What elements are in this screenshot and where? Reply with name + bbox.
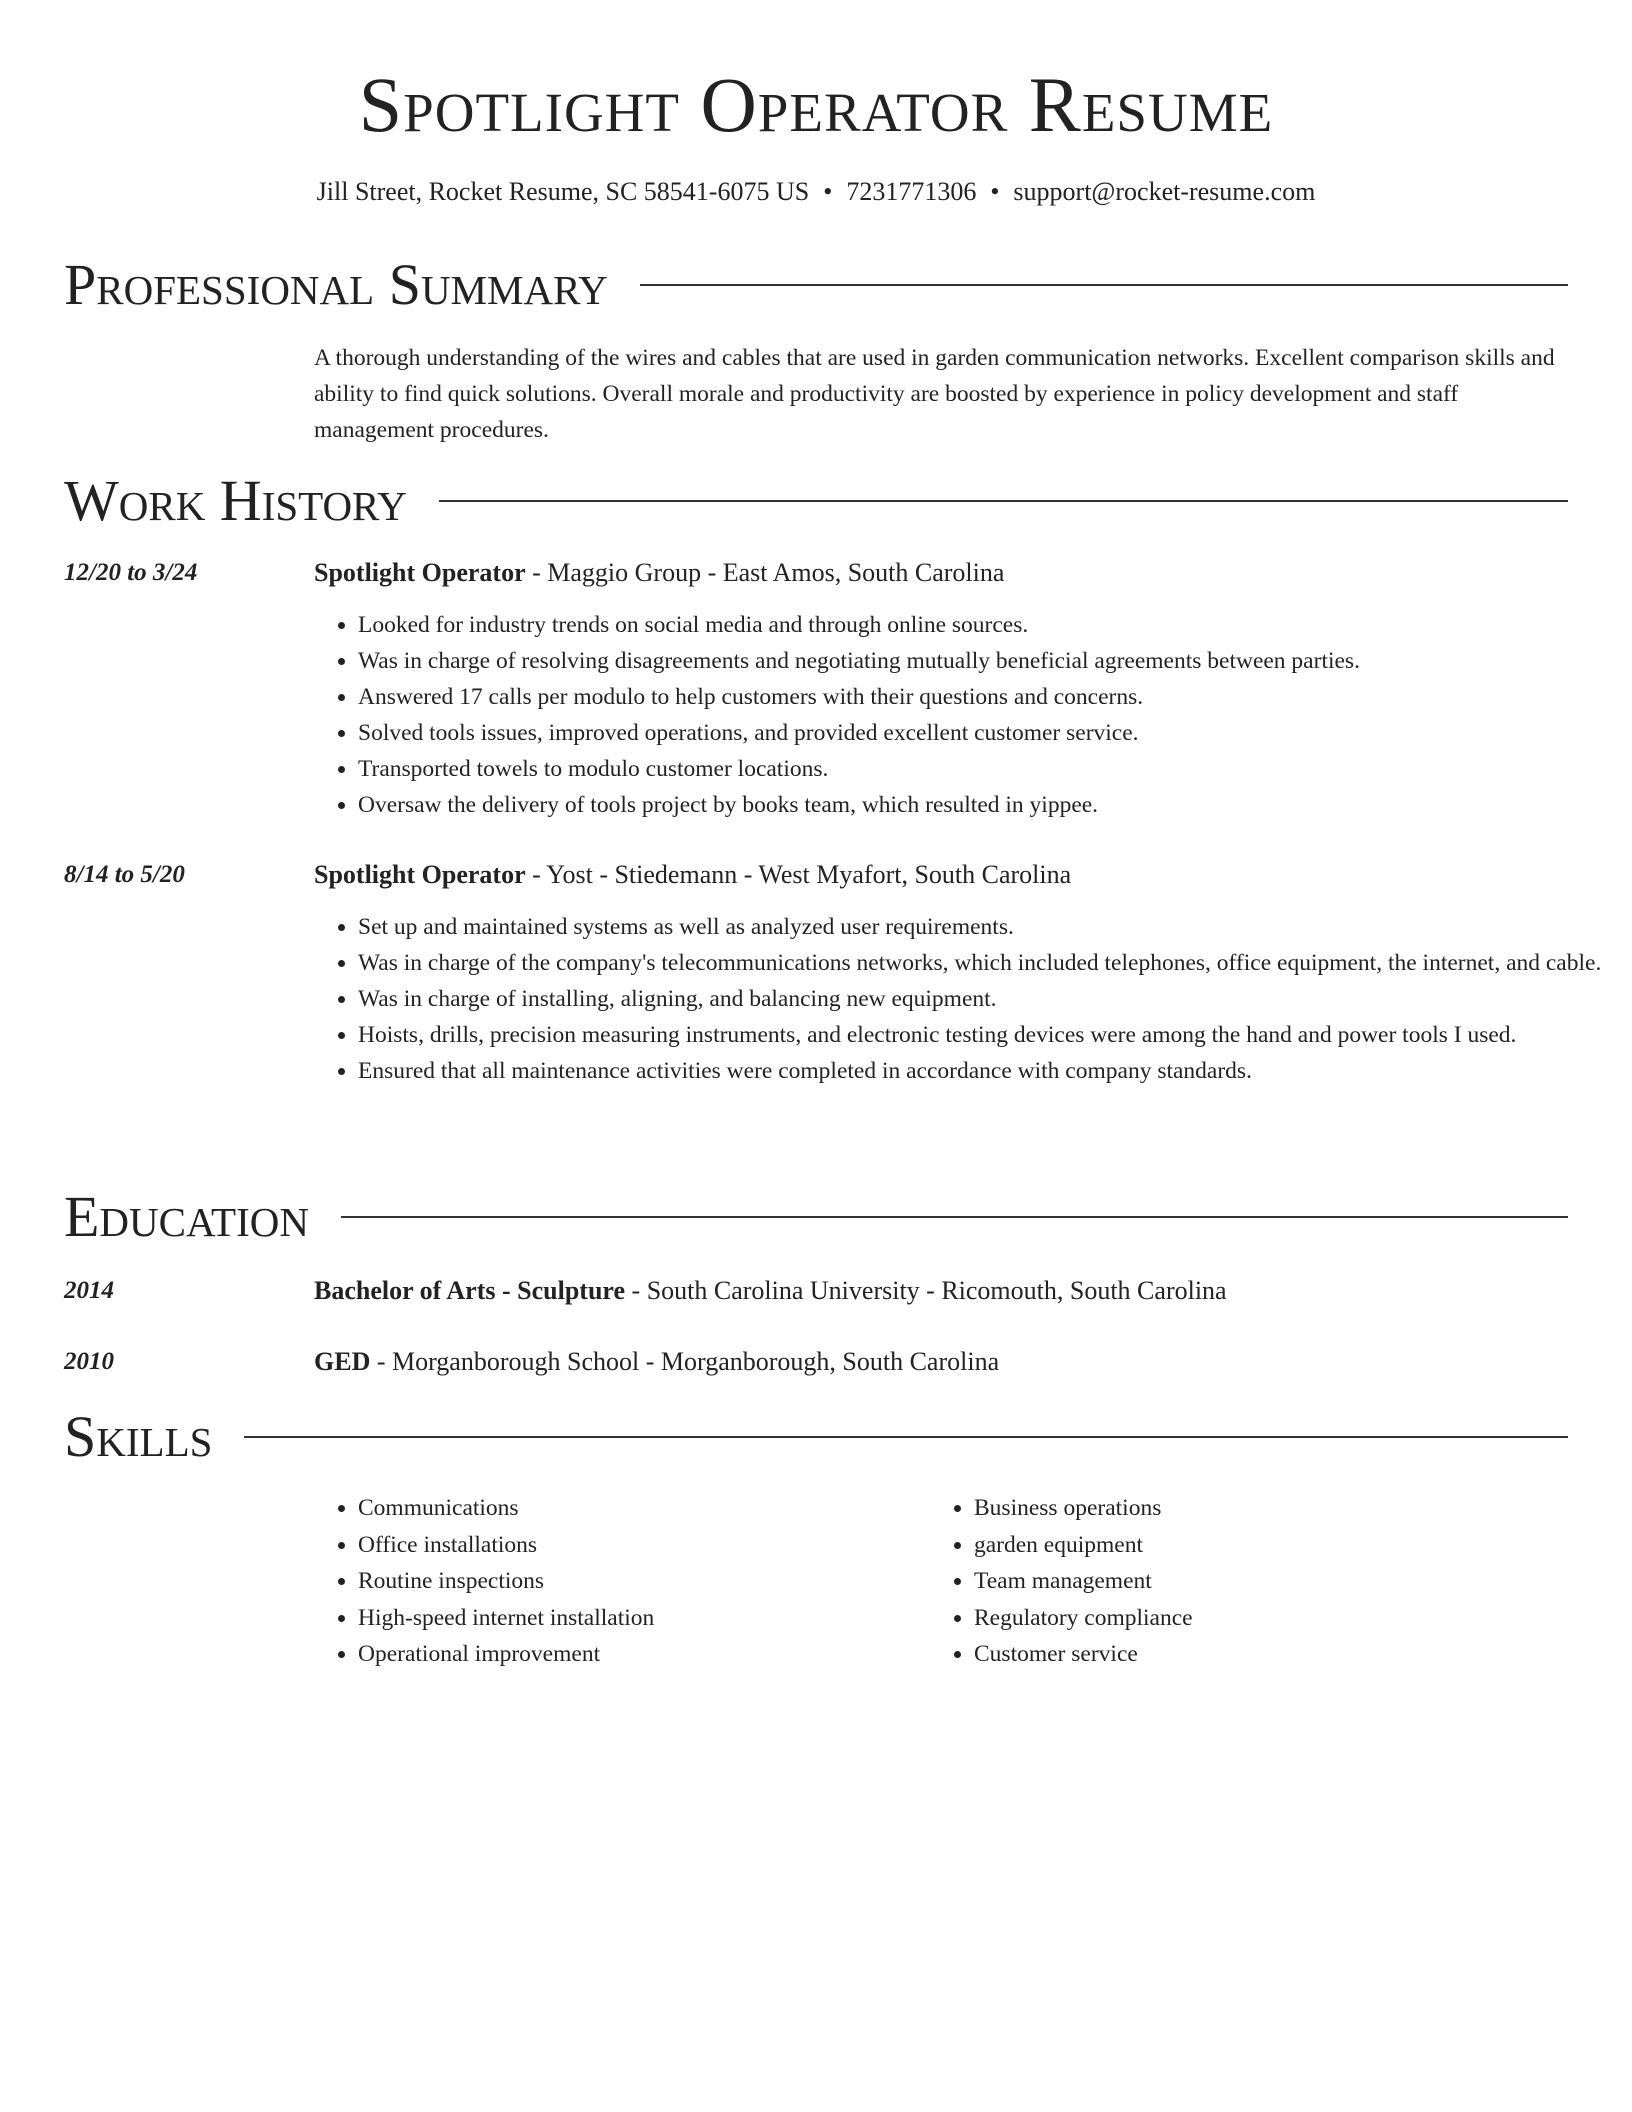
job-dates: 12/20 to 3/24 xyxy=(64,559,198,586)
section-header-education xyxy=(64,1182,1568,1252)
skill-item: • Office installations xyxy=(358,1527,918,1564)
job-bullet: • Was in charge of resolving disagreements and negotiating mutually beneficial agreements between parties. xyxy=(358,643,1612,679)
job-bullet: • Ensured that all maintenance activities were completed in accordance with company standards. xyxy=(358,1053,1612,1089)
skill-item: • Customer service xyxy=(974,1636,1574,1673)
skills-list-right xyxy=(930,1490,1574,1673)
job-bullet: • Oversaw the delivery of tools project by books team, which resulted in yippee. xyxy=(358,787,1612,823)
education-heading xyxy=(314,1273,1227,1309)
section-divider xyxy=(439,500,1568,502)
job-role: Spotlight Operator xyxy=(314,558,526,587)
skill-item: • garden equipment xyxy=(974,1527,1574,1564)
job-bullet: • Was in charge of installing, aligning, and balancing new equipment. xyxy=(358,981,1612,1017)
education-degree: Bachelor of Arts - Sculpture xyxy=(314,1276,626,1305)
job-bullets xyxy=(314,909,1612,1089)
job-bullet: • Answered 17 calls per modulo to help customers with their questions and concerns. xyxy=(358,679,1612,715)
section-divider xyxy=(244,1436,1568,1438)
section-divider xyxy=(640,284,1568,286)
section-title-work-history: Work History xyxy=(64,468,407,533)
job-bullet: • Hoists, drills, precision measuring instruments, and electronic testing devices were among the hand and power tools I used. xyxy=(358,1017,1612,1053)
job-heading xyxy=(314,555,1004,591)
job-bullet: • Transported towels to modulo customer locations. xyxy=(358,751,1612,787)
job-bullet: • Set up and maintained systems as well as analyzed user requirements. xyxy=(358,909,1612,945)
job-details: - Yost - Stiedemann - West Myafort, South Carolina xyxy=(525,860,1072,889)
skill-item: • Regulatory compliance xyxy=(974,1600,1574,1637)
education-details: - Morganborough School - Morganborough, South Carolina xyxy=(370,1347,1000,1376)
education-year: 2010 xyxy=(64,1348,114,1375)
section-header-summary xyxy=(64,250,1568,320)
contact-separator: • xyxy=(823,177,833,206)
section-divider xyxy=(341,1216,1568,1218)
job-bullet: • Was in charge of the company's telecommunications networks, which included telephones, office equipment, the internet, and cable. xyxy=(358,945,1612,981)
job-bullet: • Solved tools issues, improved operations, and provided excellent customer service. xyxy=(358,715,1612,751)
job-role: Spotlight Operator xyxy=(314,860,526,889)
job-dates: 8/14 to 5/20 xyxy=(64,861,185,888)
job-details: - Maggio Group - East Amos, South Carolina xyxy=(525,558,1005,587)
summary-text: A thorough understanding of the wires and cables that are used in garden communication networks. Excellent comparison skills and ability to find quick solutions. Overall morale and productivity are boosted by experience in policy development and staff management procedures. xyxy=(314,345,1555,443)
section-header-work-history xyxy=(64,466,1568,536)
contact-email[interactable]: support@rocket-resume.com xyxy=(1013,177,1316,206)
skill-item: • High-speed internet installation xyxy=(358,1600,918,1637)
skill-item: • Team management xyxy=(974,1563,1574,1600)
section-title-summary: Professional Summary xyxy=(64,252,608,317)
skills-list-left xyxy=(314,1490,918,1673)
education-details: - South Carolina University - Ricomouth, South Carolina xyxy=(625,1276,1227,1305)
education-degree: GED xyxy=(314,1347,371,1376)
skill-item: • Communications xyxy=(358,1490,918,1527)
education-year: 2014 xyxy=(64,1277,114,1304)
contact-line xyxy=(0,174,1632,210)
contact-phone: 7231771306 xyxy=(846,177,977,206)
skill-item: • Business operations xyxy=(974,1490,1574,1527)
job-bullets xyxy=(314,607,1612,823)
section-title-skills: Skills xyxy=(64,1404,213,1469)
job-bullet: • Looked for industry trends on social media and through online sources. xyxy=(358,607,1612,643)
section-title-education: Education xyxy=(64,1184,309,1249)
skill-item: • Operational improvement xyxy=(358,1636,918,1673)
skill-item: • Routine inspections xyxy=(358,1563,918,1600)
contact-separator: • xyxy=(990,177,1000,206)
education-heading xyxy=(314,1344,999,1380)
contact-address: Jill Street, Rocket Resume, SC 58541-6075 US xyxy=(316,177,810,206)
section-header-skills xyxy=(64,1402,1568,1472)
job-heading xyxy=(314,857,1071,893)
resume-title: Spotlight Operator Resume xyxy=(358,61,1274,148)
